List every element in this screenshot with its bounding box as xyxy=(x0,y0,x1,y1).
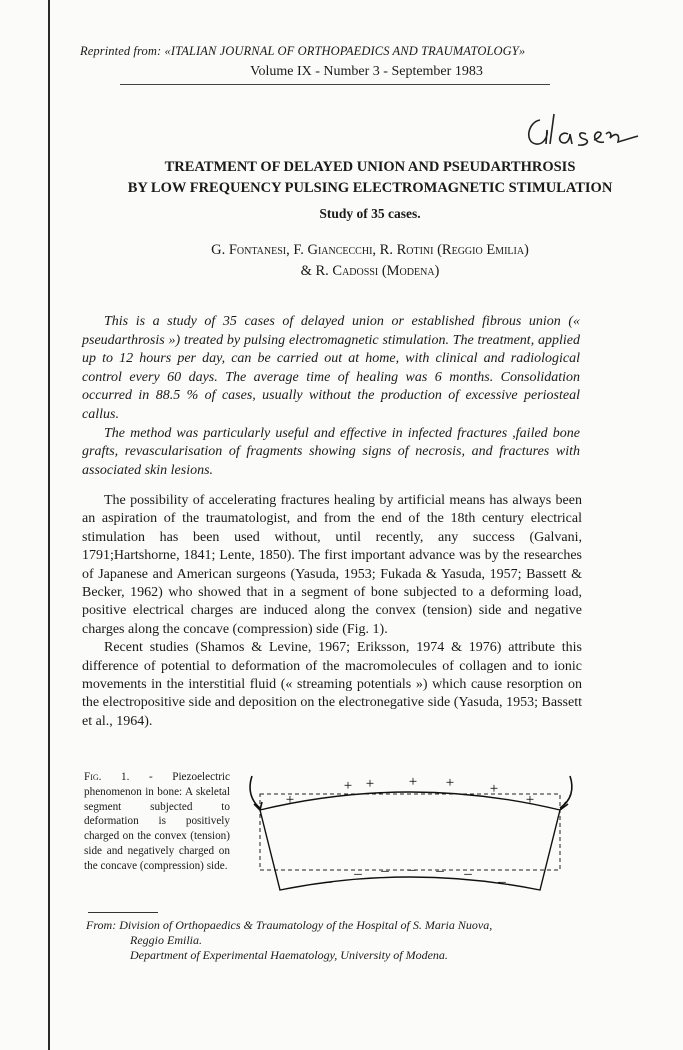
volume-line: Volume IX - Number 3 - September 1983 xyxy=(250,64,483,79)
journal-name: «ITALIAN JOURNAL OF ORTHOPAEDICS AND TRAUMATOLOGY» xyxy=(164,44,526,58)
undeformed-outline xyxy=(260,794,560,870)
negative-charge: – xyxy=(381,863,389,879)
negative-charge: – xyxy=(408,862,416,878)
caption-text: - Piezoelectric phenomenon in bone: A skeletal segment subjected to deformation is positively charged on the convex (tension) side and negatively charged on the concave (compression) side. xyxy=(84,771,230,872)
negative-charge: – xyxy=(324,874,332,890)
footnote xyxy=(86,918,606,962)
positive-charge: + xyxy=(408,774,418,790)
authors-line-1: G. Fontanesi, F. Giancecchi, R. Rotini (Reggio Emilia) xyxy=(211,242,529,258)
handwritten-signature xyxy=(520,108,640,159)
negative-charge: – xyxy=(464,866,472,882)
bone-deformation-diagram xyxy=(240,768,580,898)
figure-1 xyxy=(240,768,580,903)
negative-charge: – xyxy=(498,874,506,890)
reprint-line xyxy=(80,44,525,59)
subtitle: Study of 35 cases. xyxy=(319,206,421,221)
negative-charge: – xyxy=(354,866,362,882)
positive-charge: + xyxy=(445,775,455,791)
abstract-paragraph-2: The method was particularly useful and effective in infected fractures ,failed bone grafts, revascularisation of fragments showing signs of necrosis, and fractures with associated skin lesions. xyxy=(82,425,580,478)
authors-line-2: & R. Cadossi (Modena) xyxy=(300,263,440,279)
negative-charge: – xyxy=(436,863,444,879)
footnote-line-2: Reggio Emilia. xyxy=(130,932,202,947)
footnote-line-1: From: Division of Orthopaedics & Traumatology of the Hospital of S. Maria Nuova, xyxy=(86,918,493,932)
signature-drawing xyxy=(520,108,640,152)
reprint-prefix: Reprinted from: xyxy=(80,44,162,58)
positive-charge: + xyxy=(285,792,295,808)
body-text xyxy=(82,492,582,731)
header-rule xyxy=(120,84,550,85)
binder-edge-line xyxy=(48,0,50,1050)
abstract xyxy=(82,313,580,480)
positive-charge: + xyxy=(365,776,375,792)
positive-charge: + xyxy=(525,792,535,808)
footnote-line-3: Department of Experimental Haematology, University of Modena. xyxy=(130,947,448,962)
positive-charge: + xyxy=(489,781,499,797)
positive-charge: + xyxy=(343,778,353,794)
body-paragraph-2: Recent studies (Shamos & Levine, 1967; Eriksson, 1974 & 1976) attribute this difference of potential to deformation of the macromolecules of collagen and to ionic movements in the interstitial fluid (« streaming potentials ») which cause resorption on the electropositive side and deposition on the electronegative side (Yasuda, 1953; Bassett et al., 1964). xyxy=(82,640,582,729)
caption-label: Fig. 1. xyxy=(84,771,130,783)
title-line-1: TREATMENT OF DELAYED UNION AND PSEUDARTHROSIS xyxy=(164,159,576,175)
footnote-rule xyxy=(88,912,158,913)
title-line-2: BY LOW FREQUENCY PULSING ELECTROMAGNETIC STIMULATION xyxy=(127,180,613,196)
figure-caption xyxy=(84,770,230,874)
left-load-arrow xyxy=(250,776,260,808)
abstract-paragraph-1: This is a study of 35 cases of delayed union or established fibrous union (« pseudarthrosis ») treated by pulsing electromagnetic stimulation. The treatment, applied up to 12 hours per day, can be carried out at home, with clinical and radiological control every 60 days. The average time of healing was 6 months. Consolidation occurred in 88.5 % of cases, usually without the production of excessive periosteal callus. xyxy=(82,314,580,422)
body-paragraph-1: The possibility of accelerating fractures healing by artificial means has always been an aspiration of the traumatologist, and from the end of the 18th century electrical stimulation has been used without, until recently, any success (Galvani, 1791;Hartshorne, 1841; Lente, 1850). The first important advance was by the researches of Japanese and American surgeons (Yasuda, 1953; Fukada & Yasuda, 1957; Bassett & Becker, 1962) who showed that in a segment of bone subjected to a deforming load, positive electrical charges are induced along the convex (tension) side and negative charges along the concave (compression) side (Fig. 1). xyxy=(82,493,582,637)
